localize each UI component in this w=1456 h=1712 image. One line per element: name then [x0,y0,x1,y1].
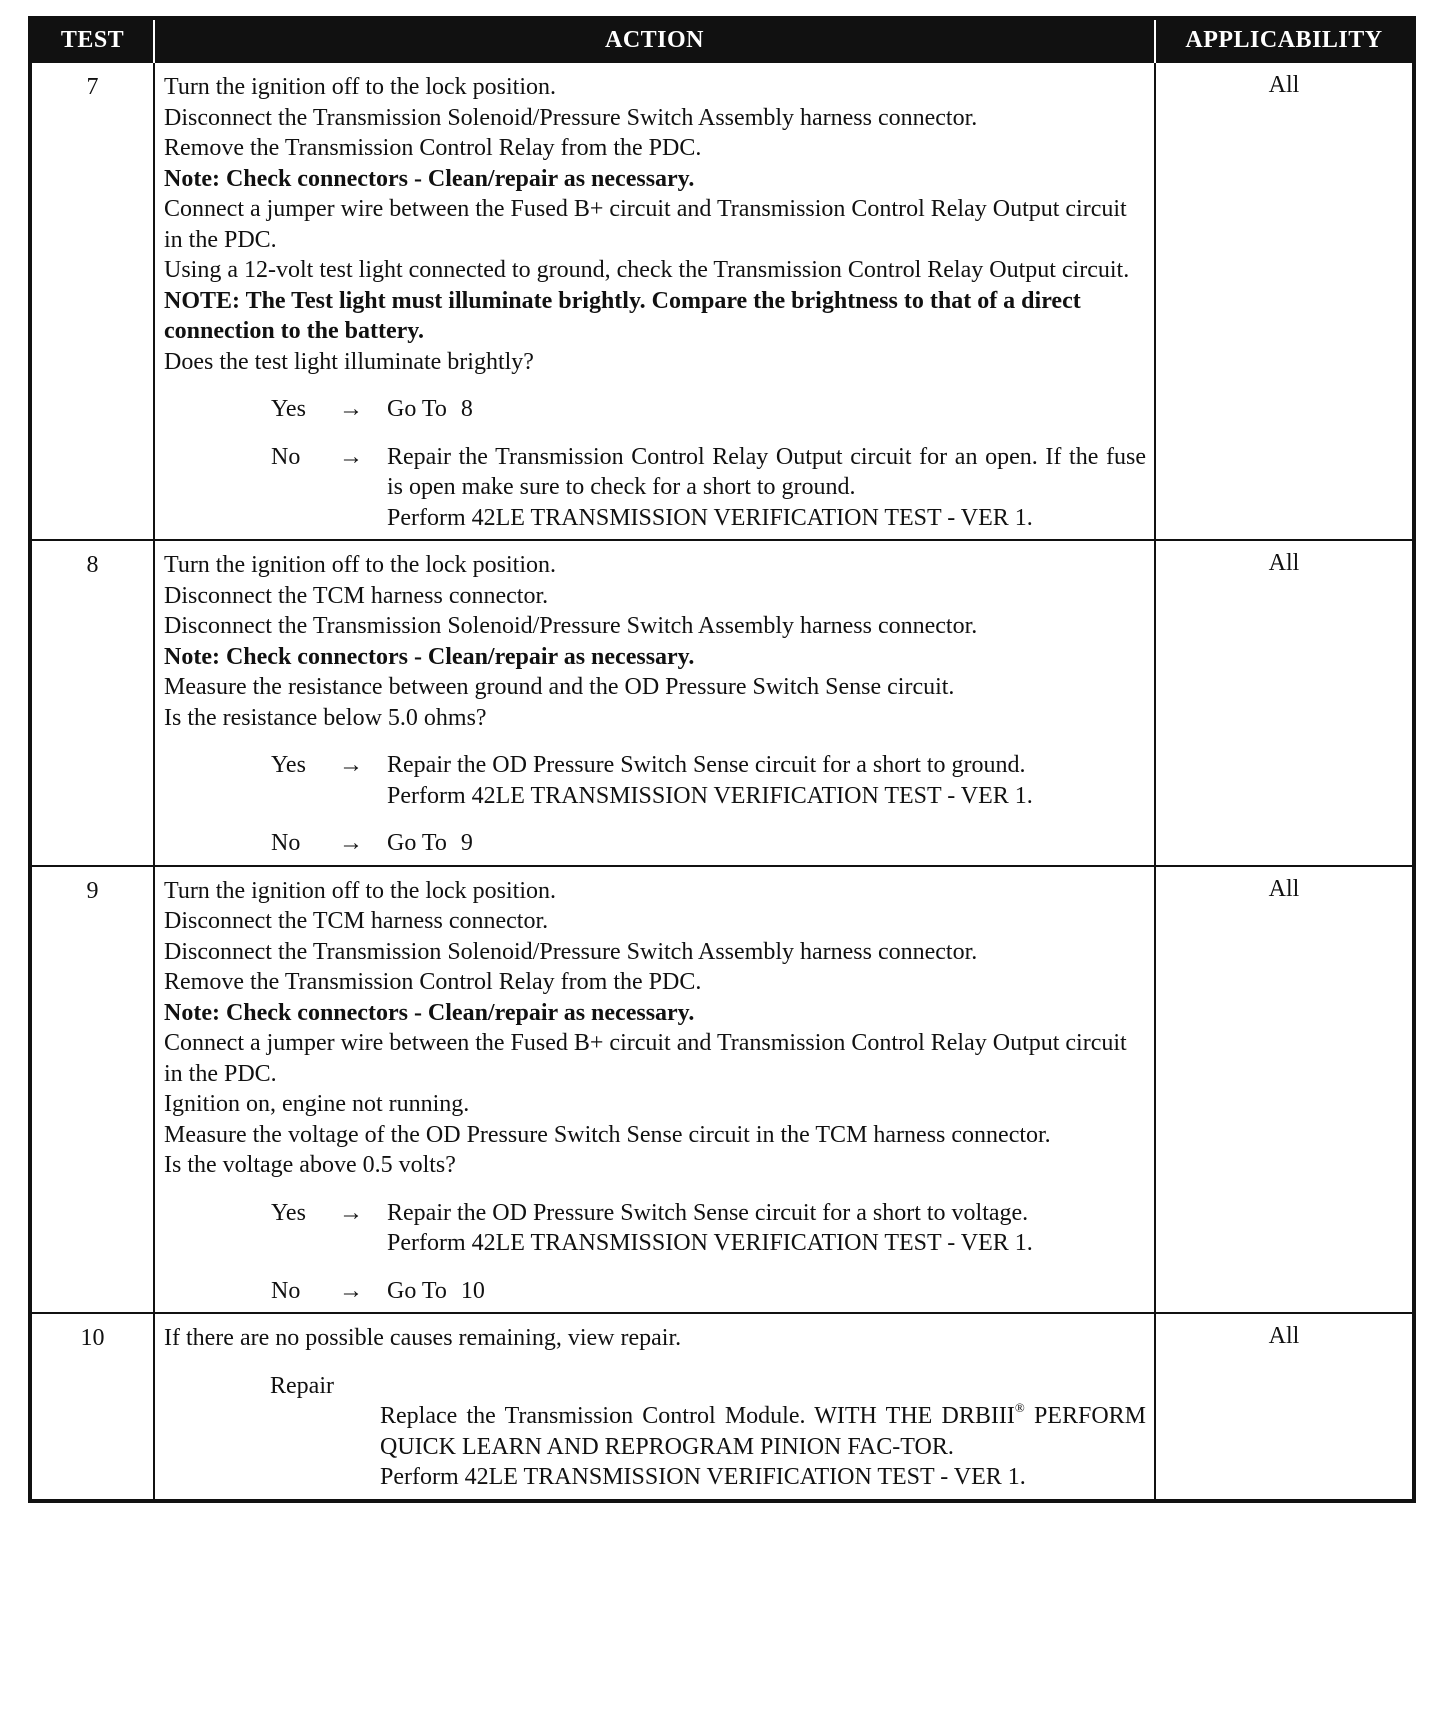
result-yes [164,1198,1146,1259]
applicability: All [1155,1313,1414,1501]
arrow-right-icon: → [339,396,363,422]
applicability: All [1155,866,1414,1314]
action-step: Disconnect the TCM harness connector. [164,582,549,609]
header-test: TEST [30,18,154,62]
repair-instruction-cont: PERFORM QUICK LEARN AND REPROGRAM PINION FAC-TOR. [380,1403,1146,1460]
action-step: Is the voltage above 0.5 volts? [164,1152,456,1178]
header-applicability: APPLICABILITY [1155,18,1414,62]
action-step: Disconnect the TCM harness connector. [164,908,549,934]
action-step: Disconnect the Transmission Solenoid/Pressure Switch Assembly harness connector. [164,104,978,131]
registered-mark: ® [1014,1400,1025,1415]
repair-text [380,1401,1146,1462]
action-cell [154,540,1155,866]
result-label: Yes [271,752,306,778]
result-yes [164,394,1146,425]
action-cell [154,62,1155,540]
action-step: Connect a jumper wire between the Fused B+ circuit and Transmission Control Relay Output circuit in the PDC. [164,1030,1127,1087]
result-text [387,442,1146,534]
action-step: Turn the ignition off to the lock position. [164,74,557,100]
applicability: All [1155,62,1414,540]
result-yes [164,750,1146,811]
diagnostic-table [28,16,1416,1503]
action-step: Turn the ignition off to the lock position. [164,877,557,904]
result-no [164,828,1146,859]
action-cell [154,866,1155,1314]
verification-test: Perform 42LE TRANSMISSION VERIFICATION TEST - VER 1. [380,1464,1026,1490]
test-number: 7 [30,62,154,540]
arrow-right-icon: → [339,752,363,778]
goto-test-number: 8 [460,396,473,422]
diagnostic-page [28,16,1412,1503]
applicability: All [1155,540,1414,866]
action-step: Measure the voltage of the OD Pressure Switch Sense circuit in the TCM harness connector. [164,1121,1051,1148]
result-label: No [271,443,301,470]
arrow-right-icon: → [339,1277,363,1304]
goto-label: Go To [387,830,447,856]
note-text: Note: Check connectors - Clean/repair as necessary. [164,643,695,670]
result-text [387,828,1146,859]
test-number: 10 [30,1313,154,1501]
repair-instruction: Replace the Transmission Control Module. WITH THE DRBIII [380,1403,1015,1429]
result-text [387,1198,1146,1259]
action-step: Remove the Transmission Control Relay from the PDC. [164,135,702,161]
action-step: Using a 12-volt test light connected to ground, check the Transmission Control Relay Output circuit. [164,257,1130,283]
action-step: If there are no possible causes remaining, view repair. [164,1325,682,1351]
action-cell [154,1313,1155,1501]
result-label: Yes [271,396,306,422]
action-step: Measure the resistance between ground and the OD Pressure Switch Sense circuit. [164,674,955,700]
result-line: Repair the OD Pressure Switch Sense circuit for a short to ground. [387,752,1026,778]
result-text [387,1276,1146,1307]
result-no [164,1276,1146,1307]
action-step: Is the resistance below 5.0 ohms? [164,704,487,731]
action-step: Connect a jumper wire between the Fused B+ circuit and Transmission Control Relay Output circuit in the PDC. [164,196,1127,253]
test-number: 9 [30,866,154,1314]
result-text [387,750,1146,811]
action-step: Does the test light illuminate brightly? [164,348,534,375]
arrow-right-icon: → [339,1199,363,1226]
action-step: Ignition on, engine not running. [164,1091,470,1117]
result-label: No [271,830,301,856]
test-row [30,1313,1414,1501]
test-row [30,866,1414,1314]
result-line: Perform 42LE TRANSMISSION VERIFICATION TEST - VER 1. [387,504,1033,531]
result-no [164,442,1146,534]
arrow-right-icon: → [339,443,363,470]
result-label: Yes [271,1199,306,1226]
result-label: No [271,1277,301,1304]
action-step: Remove the Transmission Control Relay from the PDC. [164,969,702,995]
test-number: 8 [30,540,154,866]
arrow-right-icon: → [339,830,363,856]
test-row [30,540,1414,866]
note-text: NOTE: The Test light must illuminate brightly. Compare the brightness to that of a direct connection to the battery. [164,287,1081,344]
test-row [30,62,1414,540]
result-text [387,394,1146,425]
action-step: Disconnect the Transmission Solenoid/Pressure Switch Assembly harness connector. [164,613,978,639]
note-text: Note: Check connectors - Clean/repair as necessary. [164,165,695,192]
result-line: Repair the Transmission Control Relay Output circuit for an open. If the fuse is open make sure to check for a short to ground. [387,443,1146,500]
action-step: Disconnect the Transmission Solenoid/Pressure Switch Assembly harness connector. [164,938,978,965]
repair-label: Repair [270,1372,334,1399]
goto-label: Go To [387,1277,447,1304]
note-text: Note: Check connectors - Clean/repair as necessary. [164,999,695,1026]
table-header-row [30,18,1414,62]
header-action: ACTION [154,18,1155,62]
goto-label: Go To [387,396,447,422]
result-line: Perform 42LE TRANSMISSION VERIFICATION TEST - VER 1. [387,1230,1033,1256]
goto-test-number: 10 [460,1277,485,1304]
result-line: Perform 42LE TRANSMISSION VERIFICATION TEST - VER 1. [387,782,1033,809]
result-line: Repair the OD Pressure Switch Sense circuit for a short to voltage. [387,1199,1029,1226]
repair-block [164,1371,1146,1493]
action-step: Turn the ignition off to the lock position. [164,552,557,578]
goto-test-number: 9 [460,830,473,856]
